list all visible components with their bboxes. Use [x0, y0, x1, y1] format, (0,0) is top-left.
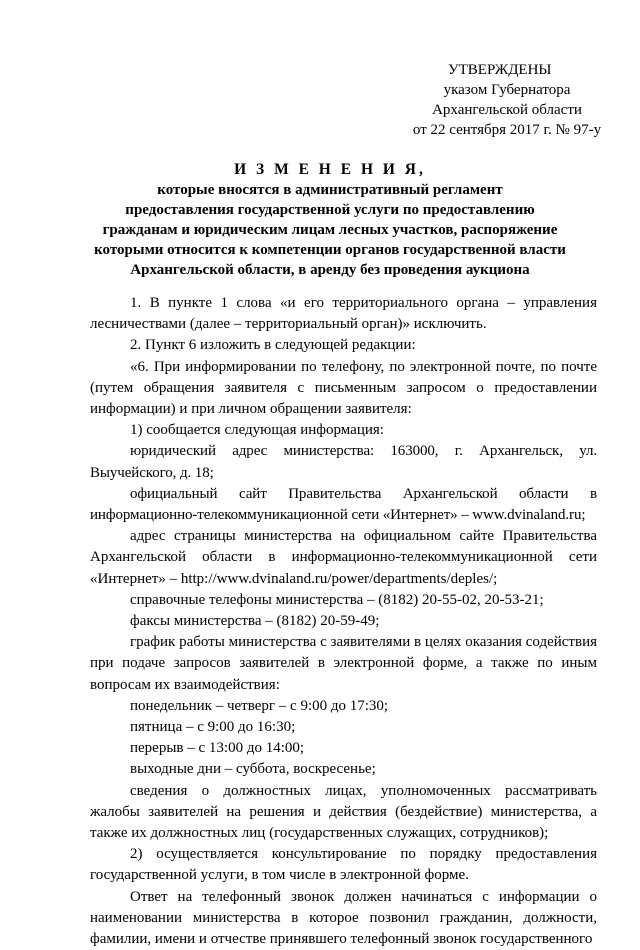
approval-date: от 22 сентября 2017 г. № 97-у: [412, 122, 602, 138]
approval-block: [402, 60, 612, 140]
document-body: [90, 293, 597, 950]
title-line: которыми относится к компетенции органов государственной власти: [94, 242, 566, 258]
paragraph: Ответ на телефонный звонок должен начинаться с информации о наименовании министерства в которое позвонил гражданин, должности, фамилии, имени и отчестве принявшего телефонный звонок государственного: [90, 888, 597, 948]
paragraph: официальный сайт Правительства Архангельской области в информационно-телекоммуникационной сети «Интернет» – www.dvinaland.ru;: [90, 485, 597, 524]
paragraph: выходные дни – суббота, воскресенье;: [130, 761, 376, 778]
paragraph: факсы министерства – (8182) 20-59-49;: [130, 613, 380, 630]
title-line: которые вносятся в административный регламент: [157, 182, 503, 198]
paragraph: справочные телефоны министерства – (8182) 20-55-02, 20-53-21;: [130, 591, 544, 608]
approval-stamp: УТВЕРЖДЕНЫ: [448, 62, 552, 78]
title-heading: И З М Е Н Е Н И Я,: [234, 161, 426, 178]
approval-region: Архангельской области: [432, 102, 582, 118]
document-title: [80, 160, 580, 280]
paragraph: адрес страницы министерства на официальном сайте Правительства Архангельской области в информационно-телекоммуникационной сети «Интернет» – http://www.dvinaland.ru/power/departments/deples/;: [90, 528, 597, 587]
title-line: гражданам и юридическим лицам лесных участков, распоряжение: [102, 222, 558, 238]
paragraph: понедельник – четверг – с 9:00 до 17:30;: [130, 697, 389, 714]
paragraph: сведения о должностных лицах, уполномоченных рассматривать жалобы заявителей на решения и действия (бездействие) министерства, а также их должностных лиц (государственных служащих, сотрудников);: [90, 782, 597, 842]
paragraph: график работы министерства с заявителями в целях оказания содействия при подаче запросов заявителей в электронной форме, а также по иным вопросам их взаимодействия:: [90, 634, 597, 693]
title-line: предоставления государственной услуги по предоставлению: [125, 202, 535, 218]
paragraph: 2) осуществляется консультирование по порядку предоставления государственной услуги, в том числе в электронной форме.: [90, 846, 597, 884]
paragraph: перерыв – с 13:00 до 14:00;: [130, 740, 305, 757]
paragraph: юридический адрес министерства: 163000, г. Архангельск, ул. Выучейского, д. 18;: [90, 443, 597, 481]
paragraph: 1) сообщается следующая информация:: [130, 422, 384, 439]
paragraph: пятница – с 9:00 до 16:30;: [130, 719, 296, 736]
approval-issuer: указом Губернатора: [443, 82, 571, 98]
paragraph: «6. При информировании по телефону, по электронной почте, по почте (путем обращения заявителя с письменным запросом о предоставлении информации) и при личном обращении заявителя:: [90, 358, 597, 418]
paragraph: 2. Пункт 6 изложить в следующей редакции:: [130, 337, 416, 354]
title-line: Архангельской области, в аренду без проведения аукциона: [130, 262, 530, 278]
paragraph: 1. В пункте 1 слова «и его территориального органа – управления лесничествами (далее – территориальный орган)» исключить.: [90, 295, 597, 333]
